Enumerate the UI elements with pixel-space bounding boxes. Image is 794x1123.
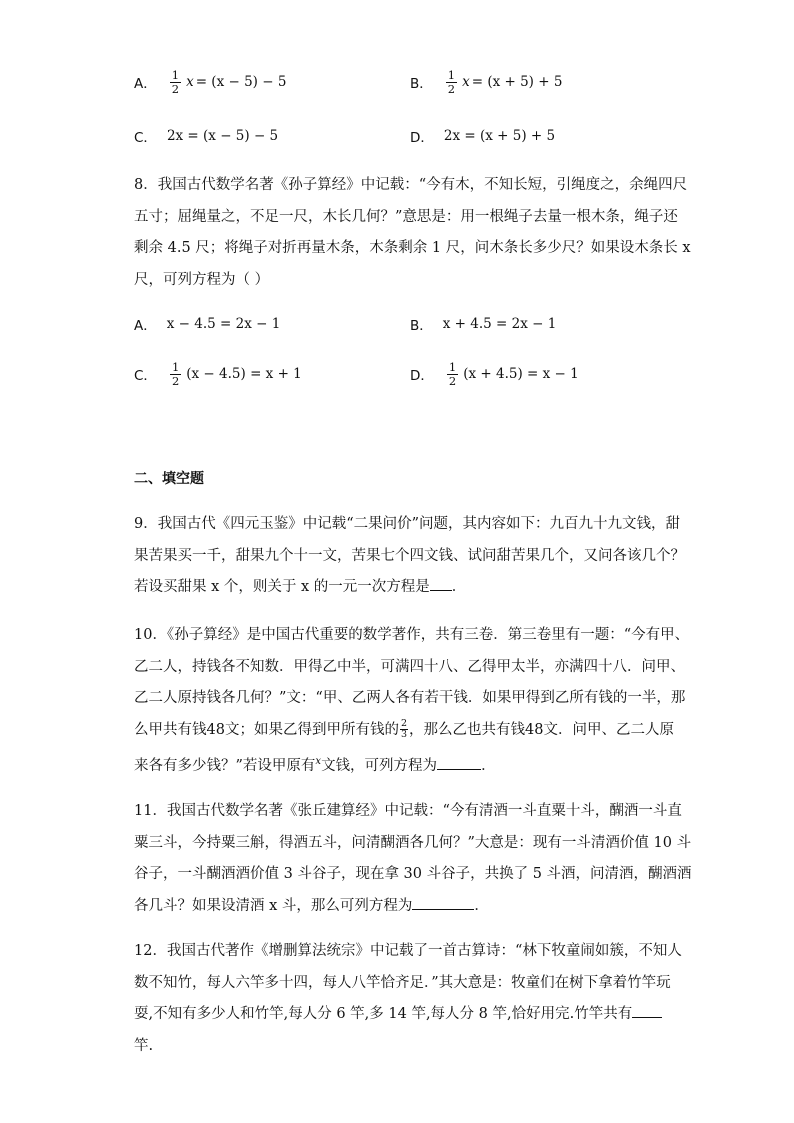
fraction: $\frac{1}{2}$ xyxy=(447,67,456,96)
option-letter: D． xyxy=(410,368,434,384)
q8-options-row-2 xyxy=(134,354,694,394)
text-line: 五寸；屈绳量之，不足一尺，木长几何？”意思是：用一根绳子去量一根木条，绳子还 xyxy=(134,208,678,225)
text-line: 各几斗？如果设清酒 x 斗，那么可列方程为 ． xyxy=(134,891,664,923)
q7-options-row-1 xyxy=(134,62,694,102)
text-line: 乙二人原持钱各几何？”文：“甲、乙两人各有若干钱．如果甲得到乙所有钱的一半，那 xyxy=(134,690,686,706)
text-line: 10．《孙子算经》是中国古代重要的数学著作，共有三卷．第三卷里有一题：“今有甲、 xyxy=(134,627,690,643)
option-letter: A． xyxy=(134,318,157,334)
text-line: 粟三斗，今持粟三斛，得酒五斗，问清醐酒各几何？”大意是：现有一斗清酒价值 10 斗 xyxy=(134,834,692,851)
q8-option-c[interactable] xyxy=(134,354,302,394)
option-equation: $\frac{1}{2}$ x = (x + 5) + 5 xyxy=(447,67,563,96)
option-letter: C． xyxy=(134,130,157,146)
text-line: 8．我国古代数学名著《孙子算经》中记载：“今有木，不知长短，引绳度之，余绳四尺 xyxy=(134,177,688,193)
option-equation: x + 4.5 = 2x − 1 xyxy=(442,316,557,332)
option-letter: B． xyxy=(410,76,433,92)
text-line: 尺，可列方程为（ ） xyxy=(134,271,270,288)
q7-option-a[interactable] xyxy=(134,62,286,102)
q7-option-b[interactable] xyxy=(410,62,562,102)
text-line: 12．我国古代著作《增删算法统宗》中记载了一首古算诗：“林下牧童闹如簇，不知人 xyxy=(134,943,682,959)
fraction: $\frac{2}{3}$ xyxy=(400,718,407,740)
option-letter: B． xyxy=(410,318,433,334)
text-line: 乙二人，持钱各不知数．甲得乙中半，可满四十八、乙得甲太半，亦满四十八．问甲、 xyxy=(134,658,685,675)
answer-blank[interactable] xyxy=(632,1003,662,1018)
question-11-text xyxy=(134,796,692,922)
text-line: 谷子，一斗醐酒酒价值 3 斗谷子，现在拿 30 斗谷子，共换了 5 斗酒，问清酒，醐酒酒 xyxy=(134,866,692,882)
text-line: 果苦果买一千，甜果九个十一文，苦果七个四文钱、试问甜苦果几个，又问各该几个？ xyxy=(134,547,685,564)
option-equation: 2x = (x + 5) + 5 xyxy=(443,128,556,144)
question-8-text xyxy=(134,170,691,296)
option-equation: $\frac{1}{2}$ x = (x − 5) − 5 xyxy=(171,67,287,96)
answer-blank[interactable] xyxy=(430,576,452,591)
option-letter: C． xyxy=(134,368,157,384)
q8-option-a[interactable] xyxy=(134,304,280,344)
text-line: 竿. xyxy=(134,1037,154,1054)
option-letter: D． xyxy=(410,130,434,146)
text-line: 么甲共有钱48文；如果乙得到甲所有钱的 $\frac{2}{3}$ ，那么乙也共有钱48文．问甲、乙二人原 xyxy=(134,718,674,740)
answer-blank[interactable] xyxy=(437,755,481,770)
option-equation: $\frac{1}{2}$ (x + 4.5) = x − 1 xyxy=(448,359,579,388)
fraction: $\frac{1}{2}$ xyxy=(448,359,457,388)
text-line: 耍,不知有多少人和竹竿,每人分 6 竿,多 14 竿,每人分 8 竿,恰好用完.竹竿共有 xyxy=(134,999,664,1031)
q8-options-row-1 xyxy=(134,304,694,344)
option-equation: 2x = (x − 5) − 5 xyxy=(166,128,279,144)
question-9-text xyxy=(134,509,685,604)
answer-blank[interactable] xyxy=(412,895,474,910)
option-equation: x − 4.5 = 2x − 1 xyxy=(166,316,281,332)
text-line: 剩余 4.5 尺；将绳子对折再量木条，木条剩余 1 尺，问木条长多少尺？如果设木条长 x xyxy=(134,240,691,256)
option-equation: $\frac{1}{2}$ (x − 4.5) = x + 1 xyxy=(171,359,302,388)
q7-options-row-2 xyxy=(134,116,694,156)
text-line: 来各有多少钱？”若设甲原有$^x$文钱，可列方程为 ． xyxy=(134,756,496,774)
q8-option-d[interactable] xyxy=(410,354,579,394)
option-letter: A． xyxy=(134,76,157,92)
fraction: $\frac{1}{2}$ xyxy=(171,67,180,96)
section-heading: 二、填空题 xyxy=(134,471,204,487)
fraction: $\frac{1}{2}$ xyxy=(171,359,180,388)
q7-option-d[interactable] xyxy=(410,116,555,156)
question-10-text xyxy=(134,620,690,782)
text-line: 9．我国古代《四元玉鉴》中记载“二果问价”问题，其内容如下：九百九十九文钱，甜 xyxy=(134,516,681,532)
text-line: 11．我国古代数学名著《张丘建算经》中记载：“今有清酒一斗直粟十斗，醐酒一斗直 xyxy=(134,803,682,819)
q7-option-c[interactable] xyxy=(134,116,278,156)
question-12-text xyxy=(134,936,682,1062)
text-line: 数不知竹，每人六竿多十四，每人八竿恰齐足．”其大意是：牧童们在树下拿着竹竿玩 xyxy=(134,974,671,991)
text-line: 若设买甜果 x 个，则关于 x 的一元一次方程是 ． xyxy=(134,572,664,604)
q8-option-b[interactable] xyxy=(410,304,556,344)
